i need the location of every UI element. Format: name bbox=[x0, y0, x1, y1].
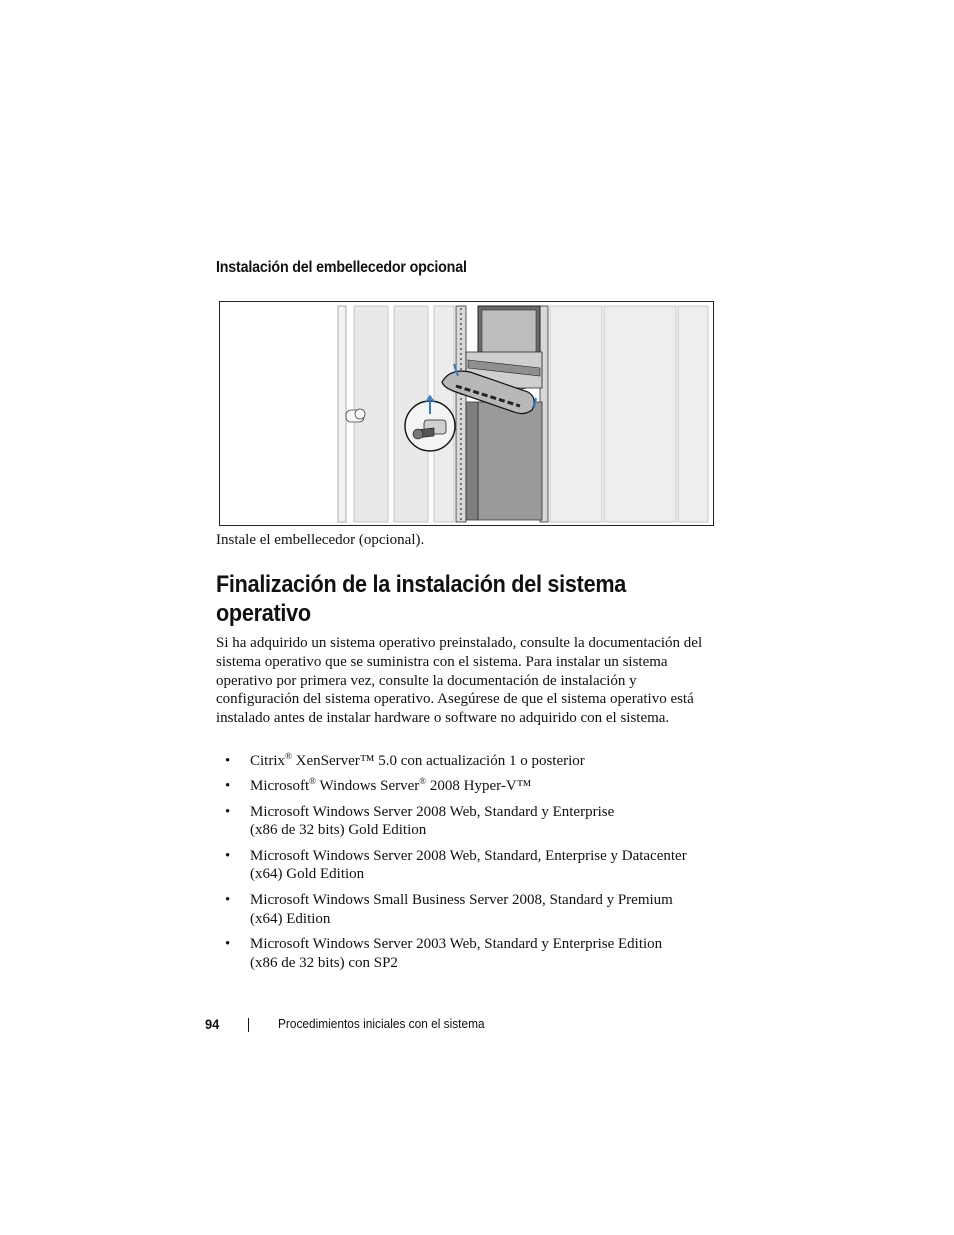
list-item: • Citrix® XenServer™ 5.0 con actualización 1 o posterior bbox=[225, 751, 585, 769]
list-item: • Microsoft Windows Server 2008 Web, Standard, Enterprise y Datacenter (x64) Gold Edition bbox=[225, 847, 687, 883]
list-item: • Microsoft Windows Server 2008 Web, Standard y Enterprise (x86 de 32 bits) Gold Edition bbox=[225, 803, 615, 839]
operating-system-list bbox=[216, 752, 716, 979]
bullet-icon: • bbox=[225, 847, 231, 864]
bullet-icon: • bbox=[225, 778, 231, 795]
bullet-icon: • bbox=[225, 753, 231, 769]
list-item: • Microsoft Windows Small Business Server 2008, Standard y Premium (x64) Edition bbox=[225, 891, 673, 927]
bullet-icon: • bbox=[225, 803, 231, 820]
page-number: 94 bbox=[205, 1016, 220, 1032]
bezel-installation-figure bbox=[219, 301, 714, 526]
footer-title: Procedimientos iniciales con el sistema bbox=[278, 1017, 485, 1031]
subsection-heading: Instalación del embellecedor opcional bbox=[216, 259, 467, 276]
figure-caption: Instale el embellecedor (opcional). bbox=[216, 532, 425, 548]
footer-divider bbox=[248, 1018, 249, 1032]
bullet-icon: • bbox=[225, 891, 231, 908]
section-title: Finalización de la instalación del sistema operativo bbox=[216, 571, 627, 627]
bullet-icon: • bbox=[225, 935, 231, 952]
list-item: • Microsoft® Windows Server® 2008 Hyper-V™ bbox=[225, 776, 532, 795]
rack-bezel-illustration bbox=[220, 302, 713, 525]
list-item: • Microsoft Windows Server 2003 Web, Standard y Enterprise Edition (x86 de 32 bits) con SP2 bbox=[225, 935, 663, 971]
intro-paragraph: Si ha adquirido un sistema operativo preinstalado, consulte la documentación del sistema operativo que se suministra con el sistema. Para instalar un sistema operativo por primera vez, consulte la documentación de instalación y configuración del sistema operativo. Asegúrese de que el sistema operativo está instalado antes de instalar hardware o software no adquirido con el sistema. bbox=[216, 635, 703, 727]
